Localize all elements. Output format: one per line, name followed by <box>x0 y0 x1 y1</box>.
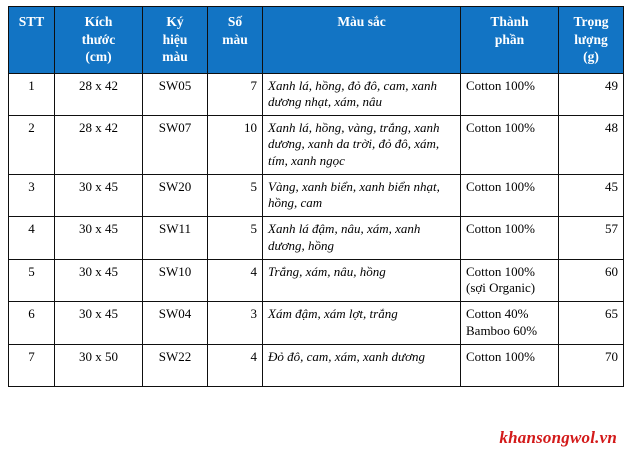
cell-num-colors: 3 <box>208 302 263 345</box>
cell-weight: 70 <box>559 344 624 386</box>
cell-size: 30 x 50 <box>55 344 143 386</box>
cell-num-colors: 7 <box>208 73 263 116</box>
cell-colors: Đỏ đô, cam, xám, xanh dương <box>263 344 461 386</box>
cell-stt: 1 <box>9 73 55 116</box>
column-header-code-line-3: màu <box>162 49 188 65</box>
cell-weight: 49 <box>559 73 624 116</box>
cell-colors: Trắng, xám, nâu, hồng <box>263 259 461 302</box>
table-header-row <box>9 7 624 74</box>
table-body <box>9 73 624 386</box>
cell-code: SW20 <box>143 174 208 217</box>
cell-weight: 48 <box>559 116 624 175</box>
cell-stt: 7 <box>9 344 55 386</box>
cell-composition: Cotton 100% <box>461 116 559 175</box>
cell-num-colors: 5 <box>208 174 263 217</box>
table-row <box>9 73 624 116</box>
cell-stt: 5 <box>9 259 55 302</box>
cell-weight: 45 <box>559 174 624 217</box>
table-row <box>9 217 624 260</box>
cell-weight: 65 <box>559 302 624 345</box>
column-header-code-line-1: Ký <box>166 14 184 29</box>
column-header-size <box>55 7 143 74</box>
cell-colors: Xanh lá đậm, nâu, xám, xanh dương, hồng <box>263 217 461 260</box>
column-header-code-line-2: hiệu <box>162 31 188 47</box>
cell-num-colors: 10 <box>208 116 263 175</box>
cell-size: 30 x 45 <box>55 259 143 302</box>
table-row <box>9 344 624 386</box>
column-header-num-colors <box>208 7 263 74</box>
cell-stt: 4 <box>9 217 55 260</box>
column-header-size-line-3: (cm) <box>85 49 112 65</box>
cell-size: 28 x 42 <box>55 116 143 175</box>
column-header-size-line-1: Kích <box>84 14 113 29</box>
cell-composition: Cotton 100% (sợi Organic) <box>461 259 559 302</box>
cell-stt: 2 <box>9 116 55 175</box>
cell-composition: Cotton 100% <box>461 73 559 116</box>
cell-weight: 60 <box>559 259 624 302</box>
table-row <box>9 259 624 302</box>
column-header-composition-line-1: Thành <box>490 14 529 29</box>
column-header-composition-line-2: phần <box>494 31 525 47</box>
column-header-stt-line-1: STT <box>18 14 45 29</box>
spec-sheet <box>8 6 623 387</box>
cell-composition: Cotton 100% <box>461 217 559 260</box>
cell-code: SW22 <box>143 344 208 386</box>
column-header-weight-line-2: lượng <box>574 31 608 47</box>
cell-size: 30 x 45 <box>55 302 143 345</box>
product-spec-table <box>8 6 624 387</box>
table-row <box>9 116 624 175</box>
table-row <box>9 174 624 217</box>
cell-colors: Xanh lá, hồng, đỏ đô, cam, xanh dương nhạt, xám, nâu <box>263 73 461 116</box>
column-header-weight <box>559 7 624 74</box>
cell-stt: 3 <box>9 174 55 217</box>
cell-code: SW04 <box>143 302 208 345</box>
cell-colors: Xanh lá, hồng, vàng, trắng, xanh dương, xanh da trời, đỏ đô, xám, tím, xanh ngọc <box>263 116 461 175</box>
cell-num-colors: 4 <box>208 344 263 386</box>
table-header <box>9 7 624 74</box>
column-header-num-colors-line-1: Số <box>227 14 243 29</box>
cell-num-colors: 4 <box>208 259 263 302</box>
cell-weight: 57 <box>559 217 624 260</box>
cell-size: 30 x 45 <box>55 174 143 217</box>
cell-stt: 6 <box>9 302 55 345</box>
cell-composition: Cotton 100% <box>461 174 559 217</box>
column-header-size-line-2: thước <box>81 31 116 47</box>
cell-size: 30 x 45 <box>55 217 143 260</box>
cell-size: 28 x 42 <box>55 73 143 116</box>
cell-colors: Vàng, xanh biển, xanh biển nhạt, hồng, cam <box>263 174 461 217</box>
column-header-code <box>143 7 208 74</box>
cell-colors: Xám đậm, xám lợt, trắng <box>263 302 461 345</box>
cell-code: SW07 <box>143 116 208 175</box>
cell-composition: Cotton 100% <box>461 344 559 386</box>
cell-code: SW10 <box>143 259 208 302</box>
cell-code: SW05 <box>143 73 208 116</box>
column-header-num-colors-line-2: màu <box>222 31 248 47</box>
table-row <box>9 302 624 345</box>
column-header-weight-line-1: Trọng <box>573 14 609 29</box>
column-header-composition <box>461 7 559 74</box>
watermark-text: khansongwol.vn <box>499 428 617 447</box>
column-header-stt <box>9 7 55 74</box>
column-header-weight-line-3: (g) <box>583 49 599 65</box>
cell-num-colors: 5 <box>208 217 263 260</box>
cell-composition: Cotton 40% Bamboo 60% <box>461 302 559 345</box>
cell-code: SW11 <box>143 217 208 260</box>
column-header-colors <box>263 7 461 74</box>
column-header-colors-line-1: Màu sắc <box>337 14 386 29</box>
